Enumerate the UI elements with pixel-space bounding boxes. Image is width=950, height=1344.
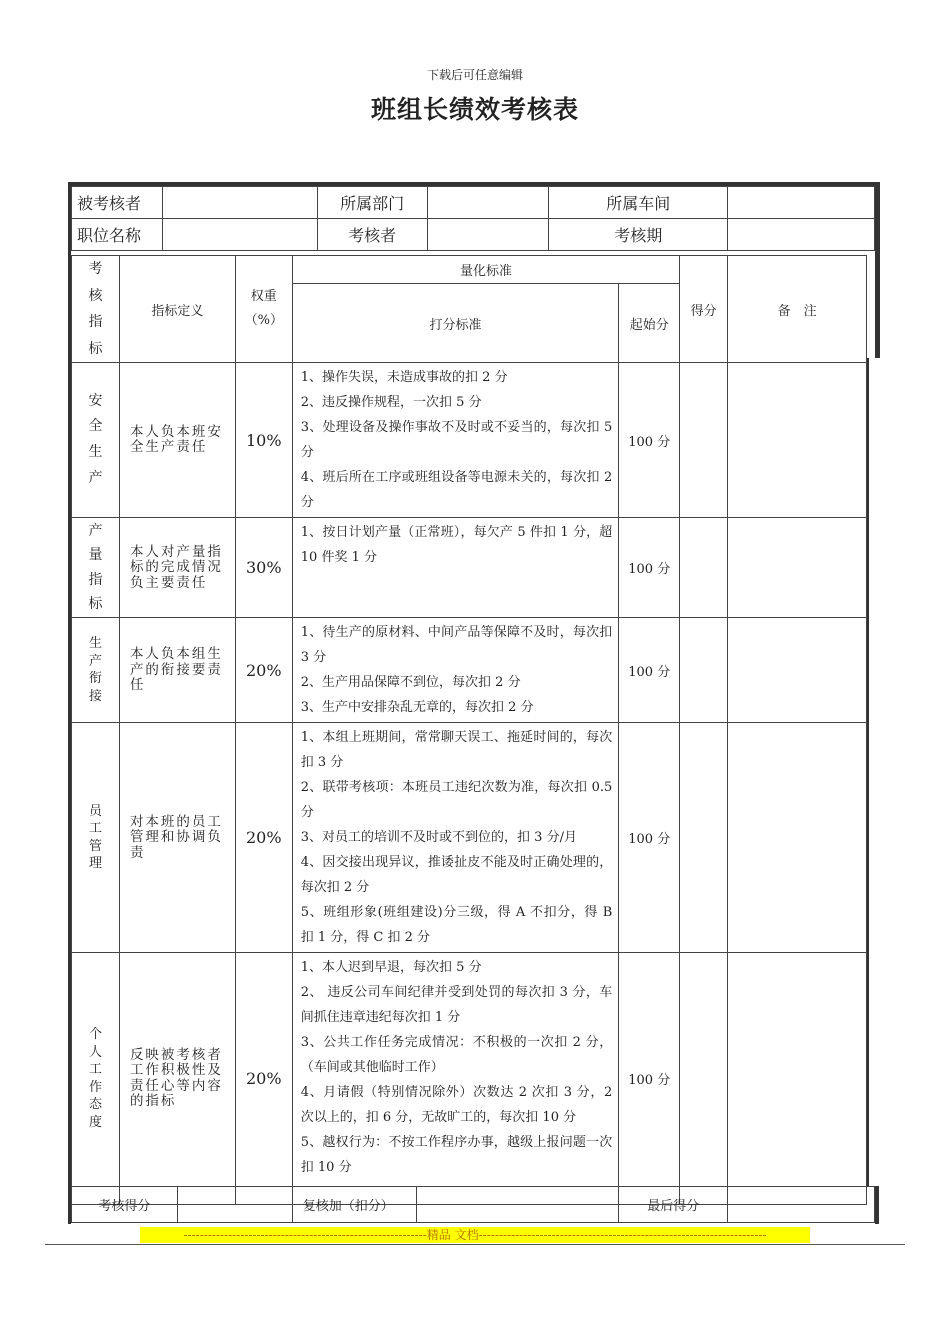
field-examiner[interactable]: [427, 219, 549, 251]
col-definition: 指标定义: [119, 256, 235, 363]
row-definition: 对本班的员工管理和协调负责: [119, 723, 235, 953]
field-review-adjust[interactable]: [416, 1187, 619, 1223]
label-final-score: 最后得分: [619, 1187, 728, 1223]
row-criteria: 1、按日计划产量（正常班），每欠产 5 件扣 1 分，超 10 件奖 1 分: [292, 518, 619, 618]
row-weight: 30%: [235, 518, 292, 618]
table-border-right: [875, 182, 880, 358]
row-indicator: 员 工 管 理: [72, 723, 120, 953]
label-examiner: 考核者: [317, 219, 427, 251]
row-start: 100 分: [619, 953, 680, 1205]
col-start: 起始分: [619, 284, 680, 363]
bottom-rule: [45, 1244, 905, 1245]
row-start: 100 分: [619, 363, 680, 518]
table-border-right-footer: [875, 1186, 879, 1224]
field-workshop[interactable]: [728, 187, 875, 219]
row-criteria: 1、待生产的原材料、中间产品等保障不及时，每次扣 3 分 2、生产用品保障不到位，每次扣 2 分 3、生产中安排杂乱无章的，每次扣 2 分: [292, 618, 619, 723]
field-position[interactable]: [162, 219, 317, 251]
summary-table: [71, 1186, 875, 1223]
label-assessment-score: 考核得分: [72, 1187, 178, 1223]
row-score-cell[interactable]: [680, 953, 728, 1205]
label-examinee: 被考核者: [72, 187, 163, 219]
row-remark-cell[interactable]: [728, 518, 867, 618]
col-remark: 备 注: [728, 256, 867, 363]
row-weight: 20%: [235, 723, 292, 953]
row-criteria: 1、操作失误，未造成事故的扣 2 分 2、违反操作规程，一次扣 5 分 3、处理设备及操作事故不及时或不妥当的，每次扣 5 分 4、班后所在工序或班组设备等电源未关的，每次扣 2 分: [292, 363, 619, 518]
assessment-table: [71, 255, 867, 1205]
table-row: [72, 363, 867, 518]
field-final-score[interactable]: [728, 1187, 875, 1223]
col-weight: 权重 （%）: [235, 256, 292, 363]
col-score: 得分: [680, 256, 728, 363]
row-remark-cell[interactable]: [728, 363, 867, 518]
label-period: 考核期: [549, 219, 728, 251]
row-indicator: 个 人 工 作 态 度: [72, 953, 120, 1205]
label-position: 职位名称: [72, 219, 163, 251]
table-row: [72, 618, 867, 723]
field-examinee[interactable]: [162, 187, 317, 219]
row-definition: 本人负本组生产的衔接要责任: [119, 618, 235, 723]
table-row: [72, 953, 867, 1205]
label-workshop: 所属车间: [549, 187, 728, 219]
table-row: [72, 518, 867, 618]
row-criteria: 1、本组上班期间，常常聊天误工、拖延时间的，每次扣 3 分 2、联带考核项：本班员工违纪次数为准，每次扣 0.5 分 3、对员工的培训不及时或不到位的，扣 3 分/月 4、因交接出现异议，推诿扯皮不能及时正确处理的，每次扣 2 分 5、班组形象(班组建设)分三级，得 A 不扣分，得 B 扣 1 分，得 C 扣 2 分: [292, 723, 619, 953]
field-assessment-score[interactable]: [177, 1187, 292, 1223]
col-quant: 量化标准: [292, 256, 679, 284]
row-start: 100 分: [619, 723, 680, 953]
row-remark-cell[interactable]: [728, 618, 867, 723]
info-table: [71, 186, 875, 251]
row-start: 100 分: [619, 618, 680, 723]
row-score-cell[interactable]: [680, 363, 728, 518]
row-indicator: 生 产 衔 接: [72, 618, 120, 723]
label-department: 所属部门: [317, 187, 427, 219]
row-criteria: 1、本人迟到早退，每次扣 5 分 2、 违反公司车间纪律并受到处罚的每次扣 3 分，车间抓住违章违纪每次扣 1 分 3、公共工作任务完成情况：不积极的一次扣 2 分，（车间或其他临时工作） 4、月请假（特别情况除外）次数达 2 次扣 3 分，2 次以上的，扣 6 分，无故旷工的，每次扣 10 分 5、越权行为：不按工作程序办事，越级上报问题一次扣 10 分: [292, 953, 619, 1205]
row-weight: 10%: [235, 363, 292, 518]
label-review-adjust: 复核加（扣分）: [292, 1187, 416, 1223]
row-score-cell[interactable]: [680, 723, 728, 953]
row-score-cell[interactable]: [680, 518, 728, 618]
row-weight: 20%: [235, 618, 292, 723]
field-department[interactable]: [427, 187, 549, 219]
row-weight: 20%: [235, 953, 292, 1205]
col-indicator: 考 核 指 标: [72, 256, 120, 363]
row-remark-cell[interactable]: [728, 953, 867, 1205]
page-title: 班组长绩效考核表: [370, 95, 579, 124]
row-definition: 本人对产量指标的完成情况负主要责任: [119, 518, 235, 618]
col-scoring: 打分标准: [292, 284, 619, 363]
bottom-banner: ------------------------------------------------------------精品 文档-----------------------------------------------------------------------: [140, 1227, 810, 1243]
field-period[interactable]: [728, 219, 875, 251]
top-note: 下载后可任意编辑: [426, 68, 523, 82]
table-row: [72, 723, 867, 953]
row-definition: 本人负本班安全生产责任: [119, 363, 235, 518]
row-indicator: 产 量 指 标: [72, 518, 120, 618]
row-definition: 反映被考核者工作积极性及责任心等内容的指标: [119, 953, 235, 1205]
row-indicator: 安 全 生 产: [72, 363, 120, 518]
row-score-cell[interactable]: [680, 618, 728, 723]
row-remark-cell[interactable]: [728, 723, 867, 953]
row-start: 100 分: [619, 518, 680, 618]
